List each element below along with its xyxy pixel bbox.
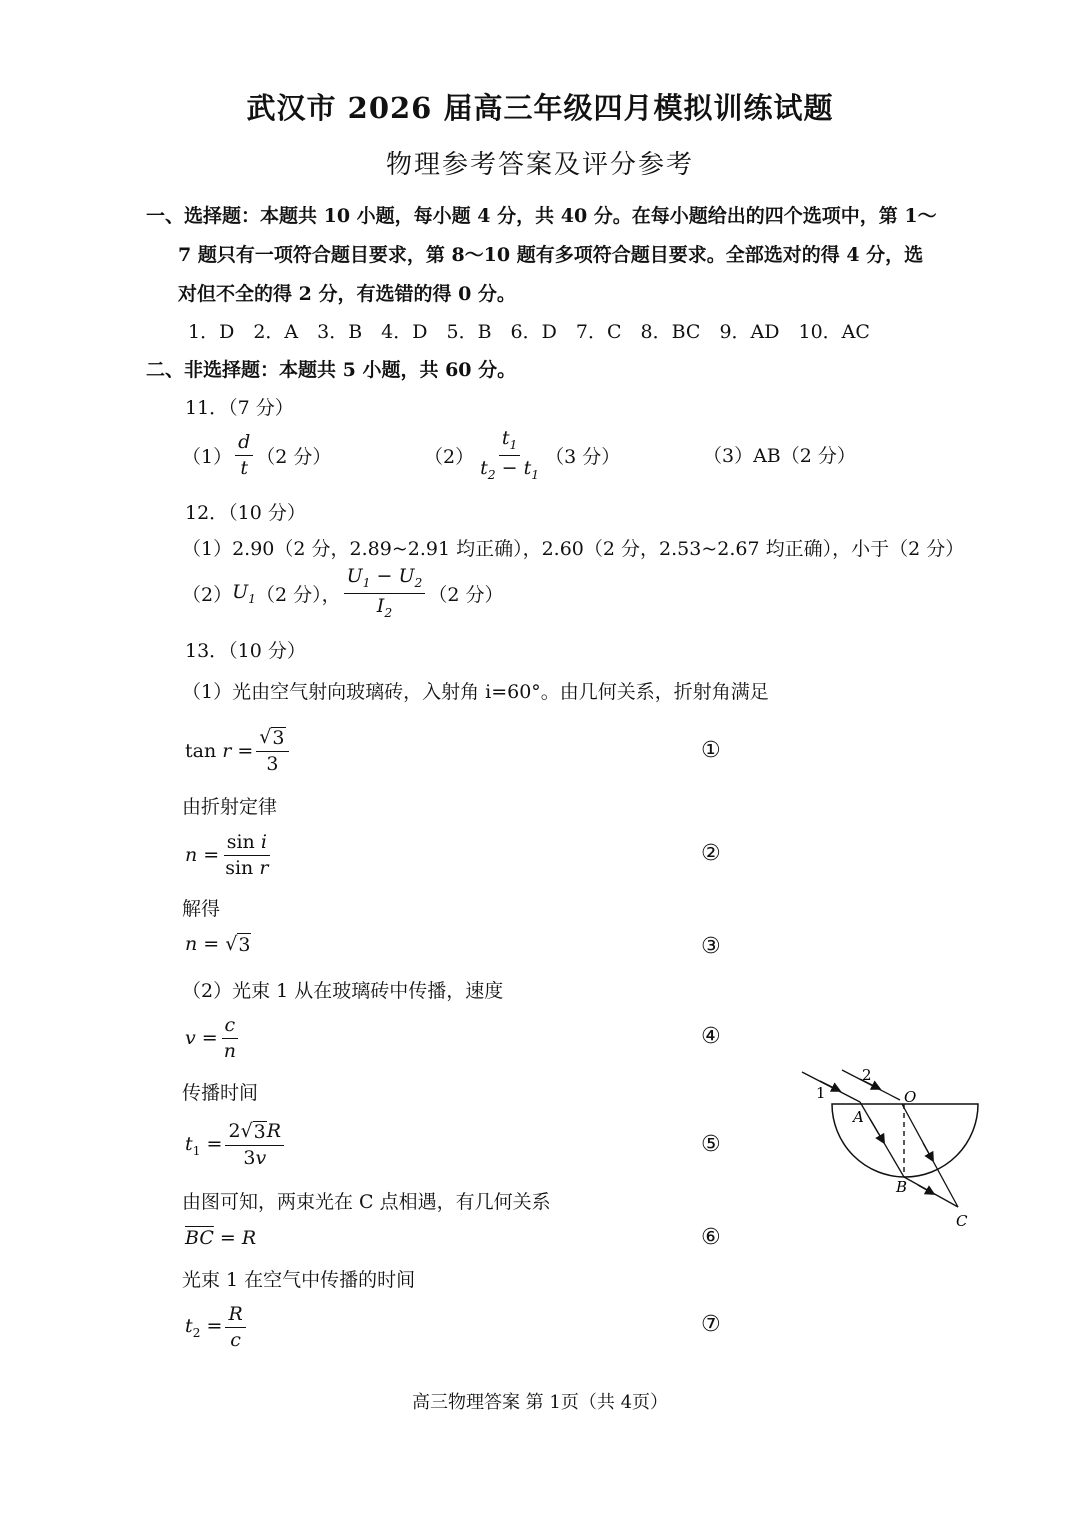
label-point-o: O	[904, 1088, 917, 1106]
q13-time-text: 传播时间	[182, 1082, 259, 1104]
q12-part2-score2: （2 分）	[428, 583, 504, 606]
page-subtitle: 物理参考答案及评分参考	[385, 150, 694, 180]
q11-part3: （3）AB（2 分）	[703, 445, 856, 467]
q12-part2-score1: （2 分），	[255, 583, 341, 606]
q11-part2-score: （3 分）	[545, 445, 621, 468]
section1-line2: 7 题只有一项符合题目要求，第 8～10 题有多项符合题目要求。全部选对的得 4 分，选	[178, 244, 924, 266]
q11-part2	[424, 428, 620, 482]
choice-answers: 1．D 2．A 3．B 4．D 5．B 6．D 7．C 8．BC 9．AD 10．AC	[188, 321, 870, 343]
equation-5: $t_1$ = 2 √ 3 R 3v	[185, 1116, 287, 1174]
label-ray-2: 2	[862, 1066, 872, 1084]
equation-6-number: ⑥	[701, 1225, 721, 1250]
equation-1: tan r = √ 3 3	[185, 722, 292, 780]
q12-part1: （1）2.90（2 分，2.89~2.91 均正确），2.60（2 分，2.53~2.67 均正确），小于（2 分）	[182, 538, 965, 560]
q13-intro: （1）光由空气射向玻璃砖，入射角 i=60°。由几何关系，折射角满足	[182, 681, 769, 703]
q11-part2-denominator: $t_2 - t_1$	[480, 456, 540, 482]
q11-part1-label: （1）	[182, 445, 233, 468]
equation-1-number: ①	[701, 738, 721, 763]
equation-4: v = $\frac{c}{n}$	[185, 1010, 242, 1066]
equation-4-fraction: $\frac{c}{n}$	[221, 1015, 239, 1062]
q13-part2-text: （2）光束 1 从在玻璃砖中传播，速度	[182, 980, 504, 1002]
ray-1-inner-arrow	[870, 1119, 883, 1141]
q13-heading: 13．（10 分）	[185, 640, 306, 662]
q11-part2-label: （2）	[424, 445, 475, 468]
section1-line3: 对但不全的得 2 分，有选错的得 0 分。	[178, 283, 516, 305]
equation-7-fraction: $\frac{R}{c}$	[225, 1304, 245, 1351]
equation-3-number: ③	[701, 934, 721, 959]
q11-part2-numerator: $t_1$	[499, 428, 521, 455]
label-point-c: C	[956, 1212, 968, 1230]
q13-law-text: 由折射定律	[182, 796, 278, 818]
equation-2-number: ②	[701, 841, 721, 866]
q12-part2	[182, 566, 504, 620]
ray-1-exit-arrow	[918, 1185, 932, 1193]
section2-heading: 二、非选择题：本题共 5 小题，共 60 分。	[146, 359, 517, 381]
q12-part2-numerator: $U_1 - U_2$	[344, 566, 426, 593]
q11-part2-fraction	[477, 428, 542, 482]
q12-part2-fraction	[344, 566, 426, 620]
q12-heading: 12．（10 分）	[185, 502, 306, 524]
equation-4-number: ④	[701, 1024, 721, 1049]
q12-part2-label: （2）	[182, 583, 233, 606]
label-point-b: B	[896, 1178, 908, 1196]
page-title: 武汉市 2026 届高三年级四月模拟训练试题	[246, 91, 834, 125]
q11-part1-numerator: d	[235, 432, 253, 456]
q13-air-text: 光束 1 在空气中传播的时间	[182, 1269, 416, 1291]
equation-1-fraction: √ 3 3	[256, 727, 288, 775]
equation-2-fraction: $\frac{\text{sin i}}{\text{sin r}}$	[225, 830, 269, 879]
equation-6: $\overline{BC} = R$	[185, 1227, 257, 1249]
refraction-diagram	[790, 1060, 1000, 1240]
ray-2-inner-arrow	[923, 1143, 932, 1159]
label-point-a: A	[853, 1108, 864, 1126]
q11-heading: 11．（7 分）	[185, 397, 294, 419]
equation-7: $t_2$ = $\frac{R}{c}$	[185, 1298, 249, 1356]
q13-solve-text: 解得	[182, 898, 221, 920]
label-ray-1: 1	[816, 1084, 826, 1102]
section1-line1: 一、选择题：本题共 10 小题，每小题 4 分，共 40 分。在每小题给出的四个选项中，第 1～	[146, 205, 937, 227]
equation-7-number: ⑦	[701, 1312, 721, 1337]
q11-part1-fraction	[235, 432, 253, 479]
q13-meet-text: 由图可知，两束光在 C 点相遇，有几何关系	[182, 1191, 551, 1213]
equation-3: n = √ 3	[185, 933, 251, 956]
q11-part1-score: （2 分）	[256, 445, 332, 468]
equation-5-number: ⑤	[701, 1132, 721, 1157]
q12-part2-denominator: $I_2$	[376, 594, 393, 620]
page-footer: 高三物理答案 第 1页（共 4页）	[411, 1392, 669, 1413]
q12-u1: $U_1$	[232, 580, 256, 606]
q11-part1	[182, 428, 331, 482]
q11-part1-denominator: t	[240, 456, 248, 479]
equation-2: n = $\frac{\text{sin i}}{\text{sin r}}$	[185, 826, 274, 884]
equation-5-fraction: 2 √ 3 R 3v	[225, 1121, 284, 1169]
